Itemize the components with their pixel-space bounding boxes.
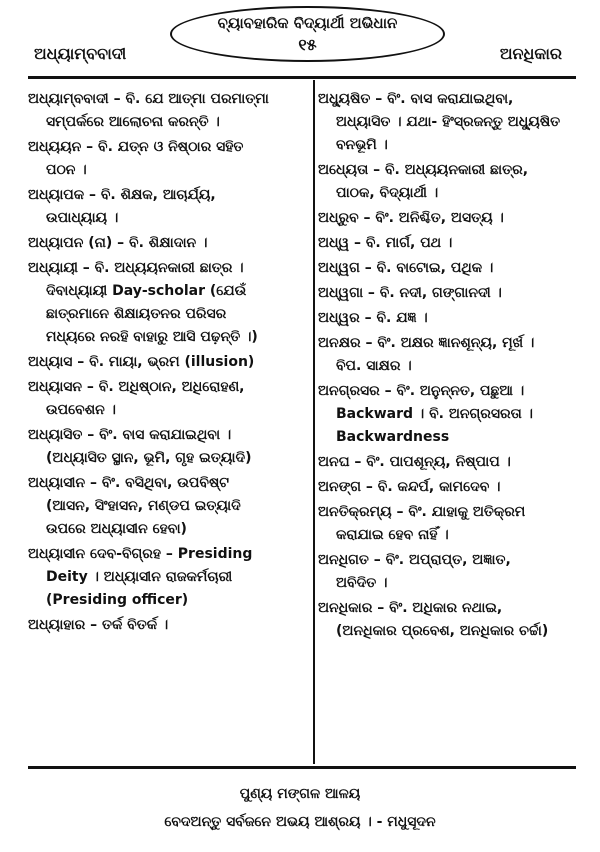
left-column xyxy=(28,88,308,639)
entry-headline: ଅଧ୍ରୁବ – ବିଂ. ଅନିଶ୍ଚିତ, ଅସତ୍ୟ । xyxy=(318,210,504,226)
entry-continuation: ଅବିଦିତ । xyxy=(336,575,388,591)
entry-headline: ଅଧ୍ୟାସୀନ – ବିଂ. ବସିଥିବା, ଉପବିଷ୍ଟ xyxy=(28,475,229,491)
footer-line-2: ବେଦଅନ୍ତୁ ସର୍ବଜନେ ଅଭୟ ଆଶ୍ରୟ । - ମଧୁସୂଦନ xyxy=(164,814,436,830)
dictionary-entry xyxy=(28,257,308,349)
entry-headline: ଅଧ୍ୟୟନ – ବି. ଯତ୍ନ ଓ ନିଷ୍ଠାର ସହିତ xyxy=(28,139,244,155)
entry-continuation: ବିପ. ସାକ୍ଷର । xyxy=(336,358,412,374)
dictionary-entry xyxy=(318,159,578,205)
dictionary-entry xyxy=(318,88,578,157)
dictionary-entry xyxy=(28,232,308,255)
entry-headline: ଅଧ୍ୟାହାର – ତର୍କ ବିତର୍କ । xyxy=(28,617,169,633)
entry-headline: ଅନଙ୍ଗ – ବି. କନ୍ଦର୍ପ, କାମଦେବ । xyxy=(318,479,501,495)
entry-headline: ଅନଘ – ବିଂ. ପାପଶୂନ୍ୟ, ନିଷ୍ପାପ । xyxy=(318,454,511,470)
entry-headline: ଅନଗ୍ରସର – ବିଂ. ଅନୁନ୍ନତ, ପଛୁଆ । xyxy=(318,383,525,399)
dictionary-entry xyxy=(318,232,578,255)
title-oval xyxy=(170,6,445,62)
dictionary-title: ବ୍ୟାବହାରିକ ବିଦ୍ୟାର୍ଥୀ ଅଭିଧାନ xyxy=(217,14,398,32)
dictionary-entry xyxy=(318,257,578,280)
dictionary-entry xyxy=(28,184,308,230)
entry-continuation: ସମ୍ପର୍କରେ ଆଲୋଚନା କରନ୍ତି । xyxy=(46,114,220,130)
entry-headline: ଅଧ୍ୟାସୀନ ଦେବ-ବିଗ୍ରହ – Presiding xyxy=(28,546,253,562)
entry-headline: ଅଧ୍ୟେତା – ବି. ଅଧ୍ୟୟନକାରୀ ଛାତ୍ର, xyxy=(318,162,529,178)
entry-headline: ଅଧ୍ୟାସିତ – ବିଂ. ବାସ କରାଯାଇଥିବା । xyxy=(28,427,232,443)
entry-headline: ଅଧ୍ୟୁଷିତ – ବିଂ. ବାସ କରାଯାଇଥିବା, xyxy=(318,91,514,107)
dictionary-entry xyxy=(318,549,578,595)
dictionary-entry xyxy=(28,543,308,612)
entry-headline: ଅଧ୍ୟାସନ – ବି. ଅଧିଷ୍ଠାନ, ଅଧିରୋହଣ, xyxy=(28,379,245,395)
entry-headline: ଅଧ୍ୱଗ – ବି. ବାଟୋଇ, ପଥିକ । xyxy=(318,260,494,276)
dictionary-entry xyxy=(318,476,578,499)
entry-continuation: Backwardness xyxy=(336,429,450,445)
entry-continuation: ଅଧ୍ୟାସିତ । ଯଥା- ହିଂସ୍ରଜନ୍ତୁ ଅଧ୍ୟୁଷିତ xyxy=(336,114,561,130)
dictionary-entry xyxy=(28,136,308,182)
entry-headline: ଅଧ୍ୱଗା – ବି. ନଦୀ, ଗଙ୍ଗାନଦୀ । xyxy=(318,285,502,301)
dictionary-entry xyxy=(28,614,308,637)
dictionary-entry xyxy=(318,597,578,643)
entry-continuation: (ଅନଧିକାର ପ୍ରବେଶ, ଅନଧିକାର ଚର୍ଚ୍ଚା) xyxy=(336,623,549,639)
entry-continuation: ବନଭୂମି । xyxy=(336,137,388,153)
entry-continuation: ଦିବାଧ୍ୟାୟୀ Day-scholar (ଯେଉଁ xyxy=(46,283,247,299)
entry-continuation: କରାଯାଇ ହେବ ନାହିଁ । xyxy=(336,527,449,543)
entry-headline: ଅଧ୍ୟାମ୍ବବାଦୀ – ବି. ଯେ ଆତ୍ମା ପରମାତ୍ମା xyxy=(28,91,269,107)
dictionary-entry xyxy=(318,332,578,378)
guide-word-left: ଅଧ୍ୟାମ୍ବବାଦୀ xyxy=(34,44,127,63)
entry-headline: ଅଧ୍ୱର – ବି. ଯଜ୍ଞ । xyxy=(318,310,428,326)
dictionary-entry xyxy=(318,380,578,449)
dictionary-entry xyxy=(28,376,308,422)
entry-headline: ଅନଧିଗତ – ବିଂ. ଅପ୍ରାପ୍ତ, ଅଜ୍ଞାତ, xyxy=(318,552,511,568)
entry-headline: ଅଧ୍ୟାପକ – ବି. ଶିକ୍ଷକ, ଆଚାର୍ଯ୍ୟ, xyxy=(28,187,216,203)
dictionary-entry xyxy=(318,207,578,230)
entry-continuation: ଉପବେଶନ । xyxy=(46,402,116,418)
right-column xyxy=(318,88,578,645)
footer-line-1: ପୁଣ୍ୟ ମଙ୍ଗଳ ଆଳୟ xyxy=(239,786,361,802)
entry-headline: ଅନତିକ୍ରମ୍ୟ – ବିଂ. ଯାହାକୁ ଅତିକ୍ରମ xyxy=(318,504,526,520)
dictionary-entry xyxy=(318,501,578,547)
dictionary-entry xyxy=(28,472,308,541)
column-divider xyxy=(313,80,315,764)
page-number: ୧୫ xyxy=(298,35,317,54)
entry-continuation: Deity । ଅଧ୍ୟାସୀନ ରାଜକର୍ମଚାରୀ xyxy=(46,569,233,585)
dictionary-entry xyxy=(318,282,578,305)
entry-headline: ଅଧ୍ୟାୟୀ – ବି. ଅଧ୍ୟୟନକାରୀ ଛାତ୍ର । xyxy=(28,260,244,276)
top-rule xyxy=(28,76,576,79)
entry-continuation: ଉପାଧ୍ୟାୟ । xyxy=(46,210,119,226)
dictionary-entry xyxy=(28,424,308,470)
dictionary-entry xyxy=(318,307,578,330)
entry-continuation: ମଧ୍ୟରେ ନରହି ବାହାରୁ ଆସି ପଢ଼ନ୍ତି ।) xyxy=(46,329,258,345)
dictionary-entry xyxy=(28,351,308,374)
entry-headline: ଅଧ୍ୟାସ – ବି. ମାୟା, ଭ୍ରମ (illusion) xyxy=(28,354,255,370)
entry-continuation: Backward । ବି. ଅନଗ୍ରସରତା । xyxy=(336,406,533,422)
entry-headline: ଅଧ୍ୟାପନ (ନା) – ବି. ଶିକ୍ଷାଦାନ । xyxy=(28,235,208,251)
entry-continuation: (Presiding officer) xyxy=(46,592,189,608)
guide-word-right: ଅନଧିକାର xyxy=(499,44,562,63)
entry-continuation: (ଅଧ୍ୟାସିତ ସ୍ଥାନ, ଭୂମି, ଗୃହ ଇତ୍ୟାଦି) xyxy=(46,450,252,466)
entry-continuation: (ଆସନ, ସିଂହାସନ, ମଣ୍ଡପ ଇତ୍ୟାଦି xyxy=(46,498,241,514)
bottom-rule xyxy=(28,766,576,769)
entry-continuation: ଛାତ୍ରମାନେ ଶିକ୍ଷାୟତନର ପରିସର xyxy=(46,306,227,322)
entry-continuation: ପଠନ । xyxy=(46,162,87,178)
entry-headline: ଅନକ୍ଷର – ବିଂ. ଅକ୍ଷର ଜ୍ଞାନଶୂନ୍ୟ, ମୂର୍ଖ । xyxy=(318,335,535,351)
entry-headline: ଅଧ୍ୱ – ବି. ମାର୍ଗ, ପଥ । xyxy=(318,235,453,251)
dictionary-entry xyxy=(28,88,308,134)
entry-continuation: ପାଠକ, ବିଦ୍ୟାର୍ଥୀ । xyxy=(336,185,439,201)
entry-headline: ଅନଧିକାର – ବିଂ. ଅଧିକାର ନଥାଇ, xyxy=(318,600,503,616)
dictionary-entry xyxy=(318,451,578,474)
entry-continuation: ଉପରେ ଅଧ୍ୟାସୀନ ହେବା) xyxy=(46,521,187,537)
